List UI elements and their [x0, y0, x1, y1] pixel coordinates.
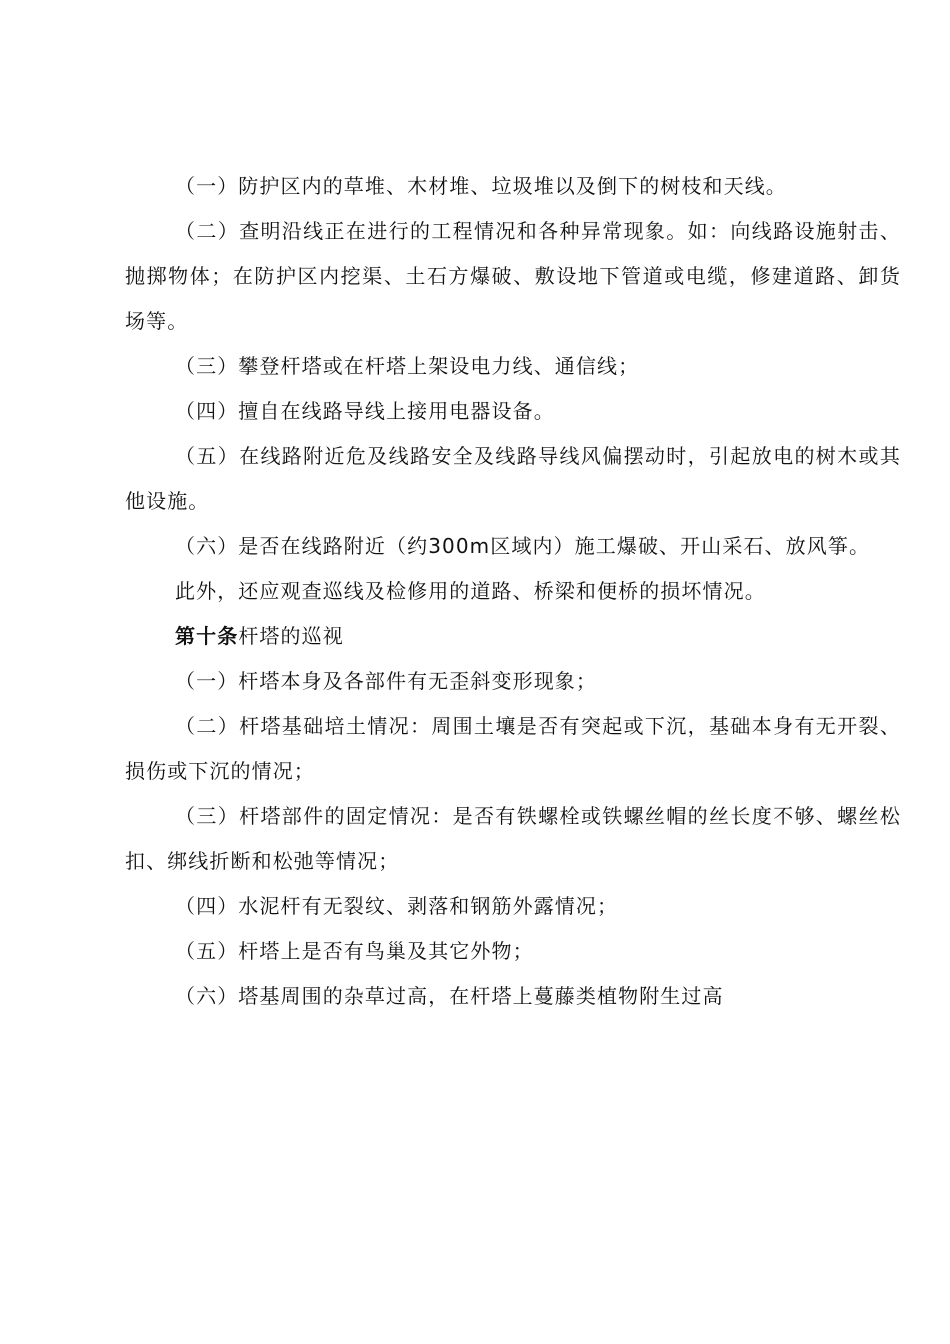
paragraph: （四）擅自在线路导线上接用电器设备。 [175, 399, 555, 423]
section-item: （一）杆塔本身及各部件有无歪斜变形现象； [175, 669, 597, 693]
section-item: （四）水泥杆有无裂纹、剥落和钢筋外露情况； [175, 894, 619, 918]
section-item: （五）杆塔上是否有鸟巢及其它外物； [175, 939, 534, 963]
paragraph: （一）防护区内的草堆、木材堆、垃圾堆以及倒下的树枝和天线。 [175, 174, 787, 198]
section-title: 杆塔的巡视 [238, 624, 344, 648]
section-item: （六）塔基周围的杂草过高，在杆塔上蔓藤类植物附生过高 [175, 984, 724, 1008]
document-body [125, 164, 901, 1019]
paragraph: （三）攀登杆塔或在杆塔上架设电力线、通信线； [175, 354, 640, 378]
section-heading [125, 614, 901, 659]
section-number: 第十条 [175, 624, 239, 648]
paragraph: （五）在线路附近危及线路安全及线路导线风偏摆动时，引起放电的树木或其他设施。 [125, 444, 901, 513]
paragraph: （六）是否在线路附近（约300m区域内）施工爆破、开山采石、放风筝。 [175, 534, 871, 558]
section-item: （三）杆塔部件的固定情况：是否有铁螺栓或铁螺丝帽的丝长度不够、螺丝松扣、绑线折断和松弛等情况； [125, 804, 901, 873]
paragraph: 此外，还应观查巡线及检修用的道路、桥梁和便桥的损坏情况。 [175, 579, 766, 603]
paragraph: （二）查明沿线正在进行的工程情况和各种异常现象。如：向线路设施射击、抛掷物体；在防护区内挖渠、土石方爆破、敷设地下管道或电缆，修建道路、卸货场等。 [125, 219, 901, 333]
section-item: （二）杆塔基础培土情况：周围土壤是否有突起或下沉，基础本身有无开裂、损伤或下沉的情况； [125, 714, 901, 783]
